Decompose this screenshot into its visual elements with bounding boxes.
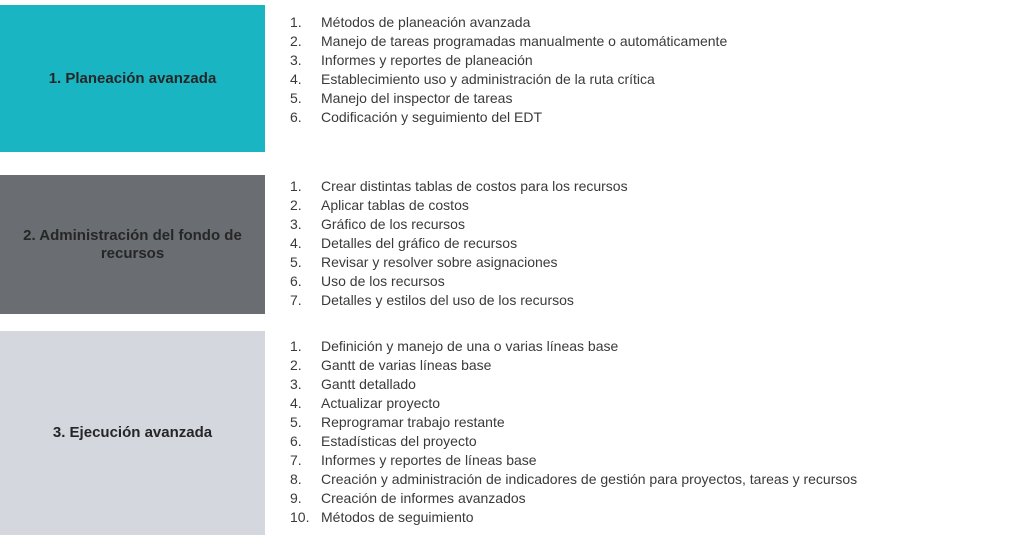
item-list	[290, 177, 628, 310]
list-item	[290, 177, 628, 196]
list-item	[290, 70, 727, 89]
item-text: Métodos de planeación avanzada	[321, 14, 531, 30]
item-text: Estadísticas del proyecto	[321, 433, 477, 449]
item-text: Métodos de seguimiento	[321, 509, 474, 525]
item-text: Reprogramar trabajo restante	[321, 414, 505, 430]
item-number: 2.	[290, 33, 302, 49]
item-text: Creación y administración de indicadores de gestión para proyectos, tareas y recursos	[321, 471, 858, 487]
item-number: 5.	[290, 254, 302, 270]
item-number: 4.	[290, 395, 302, 411]
item-number: 9.	[290, 490, 302, 506]
section-administracion-recursos	[0, 175, 1024, 315]
item-number: 6.	[290, 109, 302, 125]
item-number: 6.	[290, 433, 302, 449]
item-text: Informes y reportes de planeación	[321, 52, 533, 68]
section-label-box	[0, 175, 265, 314]
list-item	[290, 291, 628, 310]
item-text: Crear distintas tablas de costos para los recursos	[321, 178, 628, 194]
section-title: 2. Administración del fondo de recursos	[23, 226, 242, 262]
item-number: 4.	[290, 235, 302, 251]
item-number: 2.	[290, 357, 302, 373]
item-text: Definición y manejo de una o varias líneas base	[321, 338, 619, 354]
list-item	[290, 508, 857, 527]
list-item	[290, 489, 857, 508]
item-text: Aplicar tablas de costos	[321, 197, 469, 213]
item-text: Manejo del inspector de tareas	[321, 90, 513, 106]
item-text: Codificación y seguimiento del EDT	[321, 109, 542, 125]
list-item	[290, 234, 628, 253]
section-title: 1. Planeación avanzada	[48, 69, 217, 87]
item-number: 1.	[290, 338, 302, 354]
list-item	[290, 272, 628, 291]
item-list	[290, 337, 857, 527]
section-label-box	[0, 5, 265, 152]
list-item	[290, 356, 857, 375]
section-label-box	[0, 331, 265, 535]
item-number: 1.	[290, 178, 302, 194]
item-text: Gantt de varias líneas base	[321, 357, 492, 373]
list-item	[290, 89, 727, 108]
item-text: Informes y reportes de líneas base	[321, 452, 537, 468]
item-number: 5.	[290, 414, 302, 430]
list-item	[290, 375, 857, 394]
list-item	[290, 108, 727, 127]
list-item	[290, 51, 727, 70]
item-number: 3.	[290, 376, 302, 392]
item-number: 7.	[290, 292, 302, 308]
item-number: 5.	[290, 90, 302, 106]
item-text: Creación de informes avanzados	[321, 490, 526, 506]
section-title: 3. Ejecución avanzada	[52, 424, 213, 441]
list-item	[290, 196, 628, 215]
item-number: 3.	[290, 216, 302, 232]
item-text: Manejo de tareas programadas manualmente o automáticamente	[321, 33, 728, 49]
item-text: Gantt detallado	[321, 376, 416, 392]
list-item	[290, 215, 628, 234]
item-number: 8.	[290, 471, 302, 487]
item-text: Gráfico de los recursos	[321, 216, 465, 232]
item-number: 10.	[290, 509, 310, 525]
item-number: 4.	[290, 71, 302, 87]
list-item	[290, 432, 857, 451]
list-item	[290, 253, 628, 272]
item-list	[290, 13, 727, 127]
item-number: 3.	[290, 52, 302, 68]
item-text: Revisar y resolver sobre asignaciones	[321, 254, 558, 270]
item-text: Uso de los recursos	[321, 273, 445, 289]
list-item	[290, 413, 857, 432]
item-number: 2.	[290, 197, 302, 213]
item-text: Detalles del gráfico de recursos	[321, 235, 518, 251]
list-item	[290, 13, 727, 32]
list-item	[290, 337, 857, 356]
list-item	[290, 32, 727, 51]
list-item	[290, 451, 857, 470]
item-text: Establecimiento uso y administración de la ruta crítica	[321, 71, 655, 87]
section-planeacion-avanzada	[0, 0, 1024, 155]
section-ejecucion-avanzada	[0, 331, 1024, 535]
item-number: 7.	[290, 452, 302, 468]
item-text: Actualizar proyecto	[321, 395, 441, 411]
item-number: 6.	[290, 273, 302, 289]
item-text: Detalles y estilos del uso de los recursos	[321, 292, 574, 308]
list-item	[290, 470, 857, 489]
item-number: 1.	[290, 14, 302, 30]
list-item	[290, 394, 857, 413]
